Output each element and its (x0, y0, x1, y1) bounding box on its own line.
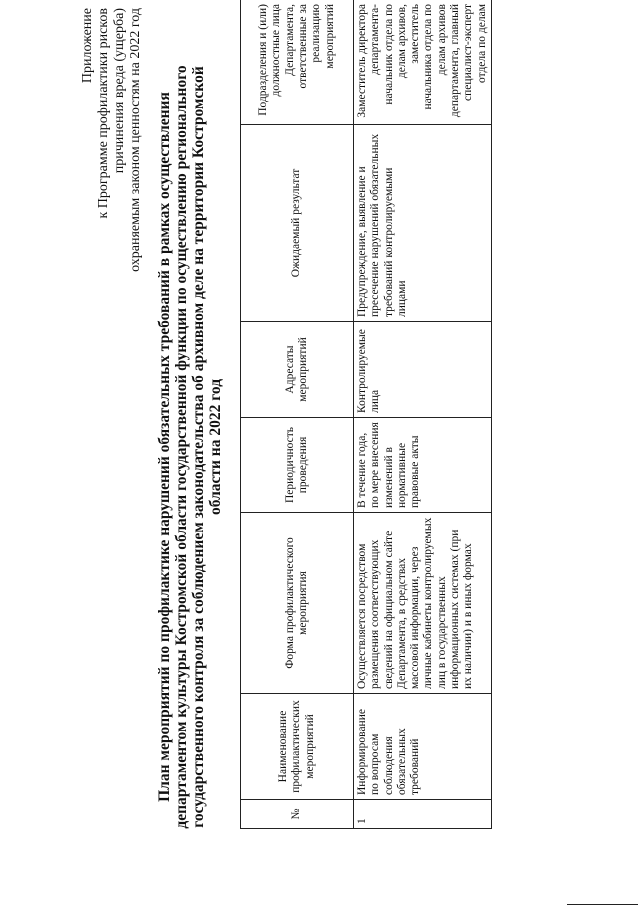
cell-num: 1 (354, 800, 492, 829)
cell-name: Информирование по вопросам соблюдения обязательных требований (354, 694, 492, 800)
header-addressees: Адресаты мероприятий (241, 322, 354, 418)
table-row (354, 0, 492, 829)
appendix-line: Приложение (80, 8, 95, 84)
header-result: Ожидаемый результат (241, 125, 354, 322)
title-line: государственного контроля за соблюдением законодательства об архивном деле на территории Костромской (190, 66, 207, 828)
document-title (156, 0, 224, 897)
plan-table (240, 0, 492, 829)
header-form: Форма профилактического мероприятия (241, 513, 354, 694)
header-responsible: Подразделения и (или) должностные лица Департамента, ответственные за реализацию мероприятий (241, 0, 354, 125)
cell-responsible: Заместитель директора департамента-начальник отдела по делам архивов, заместитель начальника отдела по делам архивов департамента, главный специалист-эксперт отдела по делам (354, 0, 492, 125)
header-name: Наименование профилактических мероприятий (241, 694, 354, 800)
header-num: № (241, 800, 354, 829)
cell-result: Предупреждение, выявление и пресечение нарушений обязательных требований контролируемыми лицами (354, 125, 492, 322)
appendix-note (80, 8, 144, 338)
cell-addressees: Контролируемые лица (354, 322, 492, 418)
appendix-line: к Программе профилактики рисков (96, 8, 111, 219)
title-line: области на 2022 год (207, 378, 224, 516)
table-header-row (241, 0, 354, 829)
header-period: Периодичность проведения (241, 418, 354, 513)
cell-period: В течение года, по мере внесения изменений в нормативные правовые акты (354, 418, 492, 513)
appendix-line: охраняемым законом ценностям на 2022 год (128, 8, 143, 272)
title-line: департаментом культуры Костромской области государственной функции по осуществлению регионального (173, 65, 190, 829)
title-line: План мероприятий по профилактике нарушений обязательных требований в рамках осуществления (156, 92, 173, 802)
cell-form: Осуществляется посредством размещения соответствующих сведений на официальном сайте Департамента, в средствах массовой информации, через личные кабинеты контролируемых лиц в государственных информационных системах (при их наличии) и в иных формах (354, 513, 492, 694)
appendix-line: причинения вреда (ущерба) (112, 8, 127, 174)
